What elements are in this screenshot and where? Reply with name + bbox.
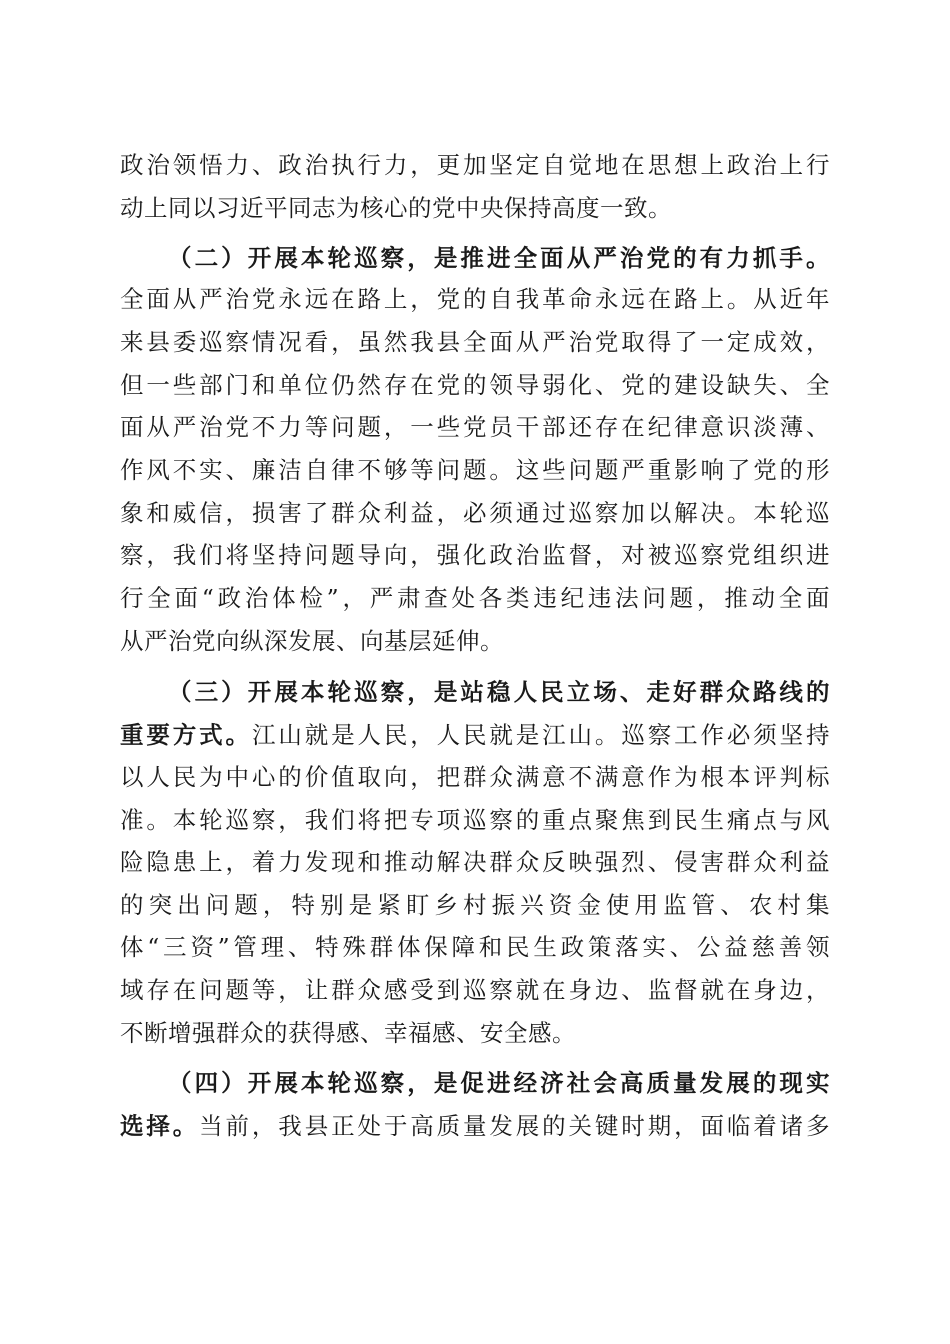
body-text: 象和威信，损害了群众利益，必须通过巡察加以解决。本轮巡: [120, 499, 830, 527]
body-text: 体“三资”管理、特殊群体保障和民生政策落实、公益慈善领: [120, 933, 830, 961]
text-line: [120, 619, 830, 663]
body-text: 以人民为中心的价值取向，把群众满意不满意作为根本评判标: [120, 763, 830, 791]
heading-text: 选择。: [120, 1112, 200, 1140]
text-line: [168, 670, 830, 714]
body-text: 察，我们将坚持问题导向，强化政治监督，对被巡察党组织进: [120, 541, 830, 569]
body-text: 从严治党向纵深发展、向基层延伸。: [120, 627, 504, 655]
body-text: 行全面“政治体检”，严肃查处各类违纪违法问题，推动全面: [120, 584, 830, 612]
text-line: [120, 840, 830, 884]
body-text: 政治领悟力、政治执行力，更加坚定自觉地在思想上政治上行: [120, 151, 830, 179]
body-text: 险隐患上，着力发现和推动解决群众反映强烈、侵害群众利益: [120, 848, 830, 876]
text-line: [120, 186, 830, 230]
heading-text: （三）开展本轮巡察，是站稳人民立场、走好群众路线的: [168, 678, 830, 706]
text-line: [120, 1104, 830, 1148]
body-text: 但一些部门和单位仍然存在党的领导弱化、党的建设缺失、全: [120, 371, 830, 399]
text-line: [120, 755, 830, 799]
text-line: [120, 968, 830, 1012]
body-text: 面从严治党不力等问题，一些党员干部还存在纪律意识淡薄、: [120, 413, 830, 441]
text-line: [120, 320, 830, 364]
text-line: [120, 491, 830, 535]
text-line: [120, 143, 830, 187]
text-line: [120, 925, 830, 969]
body-text: 来县委巡察情况看，虽然我县全面从严治党取得了一定成效，: [120, 328, 830, 356]
text-line: [168, 1061, 830, 1105]
body-text: 当前，我县正处于高质量发展的关键时期，面临着诸多: [199, 1112, 831, 1140]
text-line: [120, 363, 830, 407]
text-line: [168, 236, 830, 280]
body-text: 域存在问题等，让群众感受到巡察就在身边、监督就在身边，: [120, 976, 830, 1004]
body-text: 江山就是人民，人民就是江山。巡察工作必须坚持: [251, 721, 831, 749]
text-line: [120, 405, 830, 449]
text-line: [120, 883, 830, 927]
heading-text: 重要方式。: [120, 721, 252, 749]
text-line: [120, 576, 830, 620]
text-line: [120, 798, 830, 842]
text-line: [120, 448, 830, 492]
body-text: 作风不实、廉洁自律不够等问题。这些问题严重影响了党的形: [120, 456, 830, 484]
body-text: 准。本轮巡察，我们将把专项巡察的重点聚焦到民生痛点与风: [120, 806, 830, 834]
body-text: 不断增强群众的获得感、幸福感、安全感。: [120, 1019, 576, 1047]
text-line: [120, 1011, 830, 1055]
body-text: 的突出问题，特别是紧盯乡村振兴资金使用监管、农村集: [120, 891, 830, 919]
body-text: 动上同以习近平同志为核心的党中央保持高度一致。: [120, 194, 672, 222]
heading-text: （四）开展本轮巡察，是促进经济社会高质量发展的现实: [168, 1069, 830, 1097]
heading-text: （二）开展本轮巡察，是推进全面从严治党的有力抓手。: [168, 244, 830, 272]
text-line: [120, 533, 830, 577]
text-line: [120, 713, 830, 757]
body-text: 全面从严治党永远在路上，党的自我革命永远在路上。从近年: [120, 285, 830, 313]
text-line: [120, 277, 830, 321]
